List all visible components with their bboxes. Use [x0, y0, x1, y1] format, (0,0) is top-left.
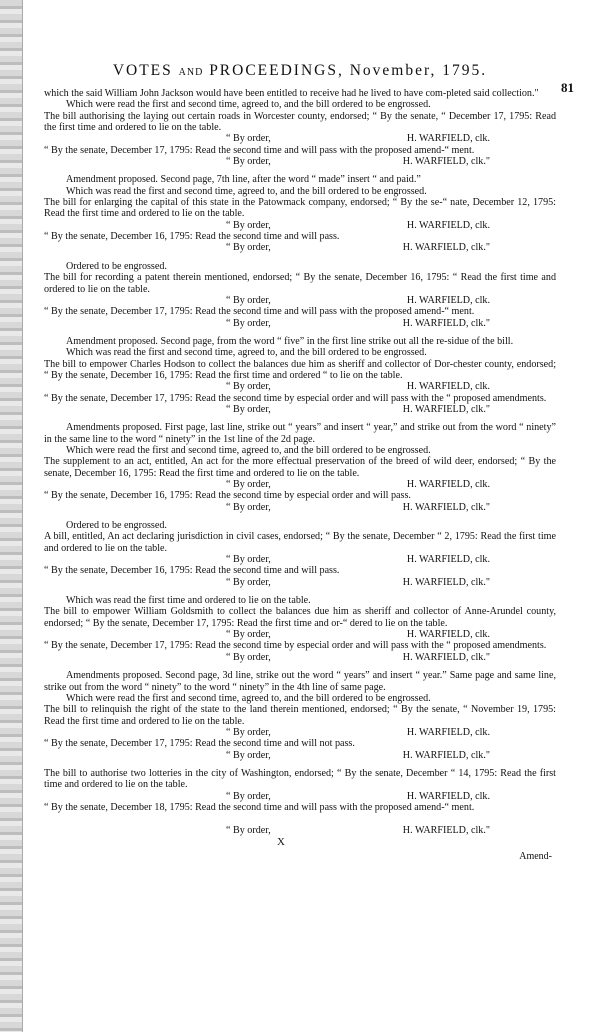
- signoff-order: “ By order,: [226, 576, 271, 588]
- document-page: [44, 62, 574, 862]
- page-number: 81: [561, 80, 574, 95]
- paragraph: “ By the senate, December 17, 1795: Read the second time and will pass with the proposed amend-“ ment.: [44, 144, 475, 156]
- clerk-signoff: [44, 156, 556, 167]
- signoff-name: H. WARFIELD, clk.: [406, 133, 490, 145]
- clerk-signoff: [44, 554, 556, 565]
- signoff-name: H. WARFIELD, clk.: [406, 479, 490, 490]
- clerk-signoff: [44, 791, 556, 802]
- paragraph: The bill to relinquish the right of the state to the land therein mentioned, endorsed; “ By the senate, “ November 19, 1795: Read the first time and ordered to lie on the table.: [44, 704, 556, 727]
- signoff-order: “ By order,: [226, 726, 271, 738]
- paragraph: The bill to empower Charles Hodson to collect the balances due him as sheriff and collector of Dor-chester county, endorsed; “ By the senate, December 16, 1795: Read the first time and ordered “ to lie on the table.: [44, 358, 556, 381]
- signoff-order: “ By order,: [226, 629, 271, 641]
- title-date: November, 1795.: [349, 62, 488, 79]
- title-and: AND: [178, 67, 204, 78]
- signoff-name: H. WARFIELD, clk.": [402, 156, 490, 168]
- paragraph: Ordered to be engrossed.: [66, 260, 167, 272]
- clerk-signoff: [44, 318, 556, 329]
- signoff-name: H. WARFIELD, clk.: [406, 294, 490, 306]
- paragraph: The bill for recording a patent therein mentioned, endorsed; “ By the senate, December 16, 1795: “ Read the first time and ordered to lie on the table.: [44, 272, 556, 295]
- signoff-order: “ By order,: [226, 242, 271, 254]
- clerk-signoff: [44, 220, 556, 231]
- paragraph: “ By the senate, December 18, 1795: Read the second time and will pass with the proposed amend-“ ment.: [44, 801, 475, 813]
- signoff-name: H. WARFIELD, clk.": [402, 749, 490, 761]
- book-binding-edge: [0, 0, 23, 1032]
- signoff-name: H. WARFIELD, clk.: [406, 219, 490, 231]
- signoff-order: “ By order,: [226, 554, 271, 566]
- paragraph: which the said William John Jackson would have been entitled to receive had he lived to have com-pleted said collection.": [44, 88, 539, 99]
- signoff-order: “ By order,: [226, 790, 271, 802]
- clerk-signoff: [44, 750, 556, 761]
- signoff-name: H. WARFIELD, clk.": [402, 403, 490, 415]
- signoff-order: “ By order,: [226, 749, 271, 761]
- catchword: Amend-: [519, 850, 552, 862]
- clerk-signoff: [44, 133, 556, 144]
- paragraph: The bill to authorise two lotteries in the city of Washington, endorsed; “ By the senate, December “ 14, 1795: Read the first time and ordered to lie on the table.: [44, 767, 556, 791]
- document-body: [44, 88, 556, 813]
- clerk-signoff: [44, 242, 556, 253]
- clerk-signoff: [44, 479, 556, 490]
- signoff-name: H. WARFIELD, clk.: [406, 554, 490, 566]
- paragraph: “ By the senate, December 16, 1795: Read the second time and will pass.: [44, 565, 340, 577]
- signoff-order: “ By order,: [226, 133, 271, 145]
- signoff-order: “ By order,: [226, 403, 271, 415]
- signature-mark: X: [277, 835, 285, 848]
- signoff-name: H. WARFIELD, clk.: [406, 726, 490, 738]
- signoff-order: “ By order,: [226, 317, 271, 329]
- clerk-signoff: [44, 502, 556, 513]
- signoff-order: “ By order,: [226, 219, 271, 231]
- running-head: [44, 62, 556, 82]
- clerk-signoff: [44, 652, 556, 663]
- signoff-name: H. WARFIELD, clk.: [406, 629, 490, 641]
- paragraph: “ By the senate, December 16, 1795: Read the second time by especial order and will pass.: [44, 490, 411, 502]
- paragraph: “ By the senate, December 17, 1795: Read the second time and will pass with the proposed amend-“ ment.: [44, 306, 475, 318]
- signoff-name: H. WARFIELD, clk.": [402, 576, 490, 588]
- final-signoff: [44, 825, 556, 836]
- signoff-order: “ By order,: [226, 479, 271, 490]
- paragraph: Which was read the first time and ordered to lie on the table.: [66, 595, 311, 607]
- clerk-signoff: [44, 577, 556, 588]
- signoff-name: H. WARFIELD, clk.": [402, 317, 490, 329]
- clerk-signoff: [44, 381, 556, 392]
- paragraph: The bill to empower William Goldsmith to collect the balances due him as sheriff and collector of Anne-Arundel county, endorsed; “ By the senate, December 17, 1795: Read the first time and or-“ dered to lie on the table.: [44, 606, 556, 629]
- signoff-name: H. WARFIELD, clk.: [406, 790, 490, 802]
- clerk-signoff: [44, 295, 556, 306]
- signoff-name: H. WARFIELD, clk.": [402, 501, 490, 513]
- paragraph: “ By the senate, December 16, 1795: Read the second time and will pass.: [44, 231, 340, 243]
- signoff-name: H. WARFIELD, clk.": [402, 651, 490, 663]
- paragraph: Amendments proposed. First page, last line, strike out “ years” and insert “ year,” and strike out from the word “ ninety” in the same line to the word “ ninety” in the 1st line of the 2d page.: [44, 422, 556, 445]
- paragraph: Amendment proposed. Second page, 7th line, after the word “ made” insert “ and paid.”: [66, 174, 421, 186]
- paragraph: Amendment proposed. Second page, from the word “ five” in the first line strike out all the re-sidue of the bill.: [66, 335, 514, 347]
- paragraph: Ordered to be engrossed.: [66, 520, 167, 532]
- paragraph: Which were read the first and second time, agreed to, and the bill ordered to be engrossed.: [66, 692, 431, 704]
- signoff-order: “ By order,: [226, 651, 271, 663]
- paragraph: “ By the senate, December 17, 1795: Read the second time and will not pass.: [44, 738, 355, 750]
- signoff-name: H. WARFIELD, clk.": [402, 825, 490, 837]
- clerk-signoff: [44, 404, 556, 415]
- clerk-signoff: [44, 727, 556, 738]
- paragraph: Which were read the first and second time, agreed to, and the bill ordered to be engrossed.: [66, 99, 431, 111]
- paragraph: A bill, entitled, An act declaring jurisdiction in civil cases, endorsed; “ By the senate, December “ 2, 1795: Read the first time and ordered to lie on the table.: [44, 531, 556, 554]
- signoff-order: “ By order,: [226, 156, 271, 168]
- signoff-order: “ By order,: [226, 381, 271, 393]
- signoff-order: “ By order,: [226, 501, 271, 513]
- paragraph: Which were read the first and second time, agreed to, and the bill ordered to be engrossed.: [66, 444, 431, 456]
- paragraph: “ By the senate, December 17, 1795: Read the second time by especial order and will pass with the “ proposed amendments.: [44, 640, 547, 652]
- clerk-signoff: [44, 629, 556, 640]
- signoff-order: “ By order,: [226, 294, 271, 306]
- paragraph: Which was read the first and second time, agreed to, and the bill ordered to be engrossed.: [66, 347, 427, 359]
- paragraph: The bill authorising the laying out certain roads in Worcester county, endorsed; “ By the senate, “ December 17, 1795: Read the first time and ordered to lie on the table.: [44, 110, 556, 134]
- paragraph: The supplement to an act, entitled, An act for the more effectual preservation of the breed of wild deer, endorsed; “ By the senate, December 16, 1795: Read the first time and ordered to lie on the table.: [44, 456, 556, 479]
- paragraph: “ By the senate, December 17, 1795: Read the second time by especial order and will pass with the “ proposed amendments.: [44, 392, 547, 404]
- title-proceedings: PROCEEDINGS,: [209, 62, 344, 79]
- paragraph: Amendments proposed. Second page, 3d line, strike out the word “ years” and insert “ year.” Same page and same line, strike out from the word “ ninety” to the word “ ninety” in the 4th line of same page.: [44, 670, 556, 693]
- title-votes: VOTES: [112, 62, 173, 79]
- signoff-order: “ By order,: [226, 825, 271, 837]
- signoff-name: H. WARFIELD, clk.: [406, 381, 490, 393]
- paragraph: The bill for enlarging the capital of this state in the Patowmack company, endorsed; “ By the se-“ nate, December 12, 1795: Read the first time and ordered to lie on the table.: [44, 197, 556, 220]
- signoff-name: H. WARFIELD, clk.": [402, 242, 490, 254]
- paragraph: Which was read the first and second time, agreed to, and the bill ordered to be engrossed.: [66, 185, 427, 197]
